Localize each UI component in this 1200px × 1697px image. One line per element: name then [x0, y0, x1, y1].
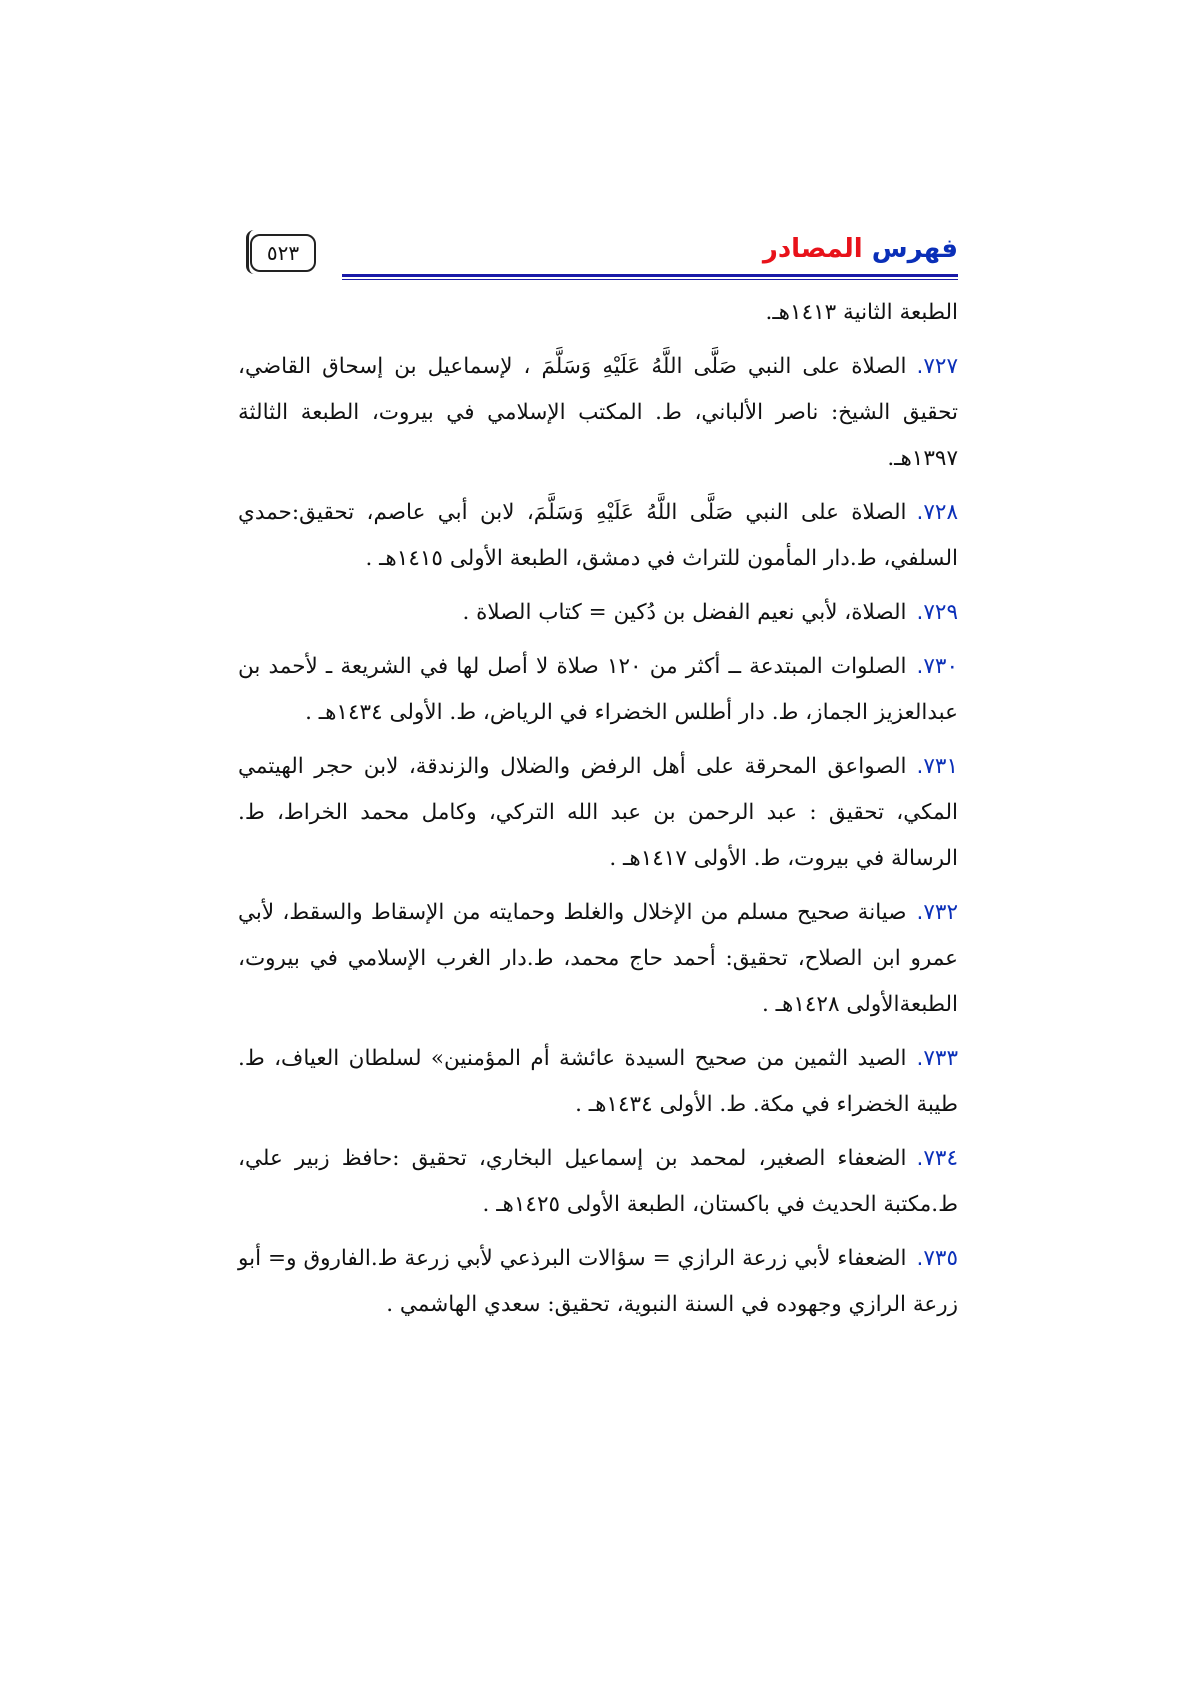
entry-text: الضعفاء لأبي زرعة الرازي = سؤالات البرذعي لأبي زرعة ط.الفاروق و= أبو زرعة الرازي وجهوده في السنة النبوية، تحقيق: سعدي الهاشمي . [238, 1246, 958, 1317]
entry-number: ٧٣٣. [916, 1046, 958, 1071]
page-number: ٥٢٣ [250, 234, 316, 272]
source-entry [238, 644, 958, 736]
source-entry [238, 890, 958, 1028]
source-entry [238, 590, 958, 636]
entry-number: ٧٣٠. [916, 654, 958, 679]
source-entry [238, 344, 958, 482]
entry-number: ٧٣٥. [916, 1246, 958, 1271]
entry-text: الصواعق المحرقة على أهل الرفض والضلال والزندقة، لابن حجر الهيتمي المكي، تحقيق : عبد الرحمن بن عبد الله التركي، وكامل محمد الخراط، ط. الرسالة في بيروت، ط. الأولى ١٤١٧هـ . [238, 754, 958, 871]
source-entry [238, 1236, 958, 1328]
source-entry [238, 490, 958, 582]
entry-text: الصيد الثمين من صحيح السيدة عائشة أم المؤمنين» لسلطان العياف، ط. طيبة الخضراء في مكة. ط. الأولى ١٤٣٤هـ . [238, 1046, 958, 1117]
header-rule-thin [342, 279, 958, 280]
entry-text: الصلاة على النبي صَلَّى اللَّهُ عَلَيْهِ وَسَلَّمَ ، لإسماعيل بن إسحاق القاضي، تحقيق الشيخ: ناصر الألباني، ط. المكتب الإسلامي في بيروت، الطبعة الثالثة ١٣٩٧هـ. [238, 354, 958, 471]
source-entry [238, 1136, 958, 1228]
entry-text: الضعفاء الصغير، لمحمد بن إسماعيل البخاري، تحقيق :حافظ زبير علي، ط.مكتبة الحديث في باكستان، الطبعة الأولى ١٤٢٥هـ . [238, 1146, 958, 1217]
title-word-index: فهرس [871, 234, 958, 264]
continuation-line: الطبعة الثانية ١٤١٣هـ. [765, 300, 958, 325]
entry-number: ٧٢٩. [916, 600, 958, 625]
entry-text: الصلاة على النبي صَلَّى اللَّهُ عَلَيْهِ وَسَلَّمَ، لابن أبي عاصم، تحقيق:حمدي السلفي، ط.دار المأمون للتراث في دمشق، الطبعة الأولى ١٤١٥هـ . [238, 500, 958, 571]
title-word-sources: المصادر [762, 234, 863, 264]
entry-number: ٧٣١. [916, 754, 958, 779]
entry-number: ٧٢٨. [916, 500, 958, 525]
entry-number: ٧٣٤. [916, 1146, 958, 1171]
entry-text: الصلاة، لأبي نعيم الفضل بن دُكين = كتاب الصلاة . [462, 600, 907, 625]
source-entry [238, 744, 958, 882]
sources-list [238, 290, 958, 1336]
header-rule-thick [342, 274, 958, 277]
page-title [763, 234, 958, 264]
entry-text: صيانة صحيح مسلم من الإخلال والغلط وحمايته من الإسقاط والسقط، لأبي عمرو ابن الصلاح، تحقيق: أحمد حاج محمد، ط.دار الغرب الإسلامي في بيروت، الطبعةالأولى ١٤٢٨هـ . [238, 900, 958, 1017]
page-header [250, 230, 958, 274]
entry-text: الصلوات المبتدعة ــ أكثر من ١٢٠ صلاة لا أصل لها في الشريعة ـ لأحمد بن عبدالعزيز الجماز، ط. دار أطلس الخضراء في الرياض، ط. الأولى ١٤٣٤هـ . [238, 654, 958, 725]
header-rule [342, 274, 958, 282]
source-entry [238, 1036, 958, 1128]
entry-number: ٧٣٢. [916, 900, 958, 925]
entry-number: ٧٢٧. [916, 354, 958, 379]
